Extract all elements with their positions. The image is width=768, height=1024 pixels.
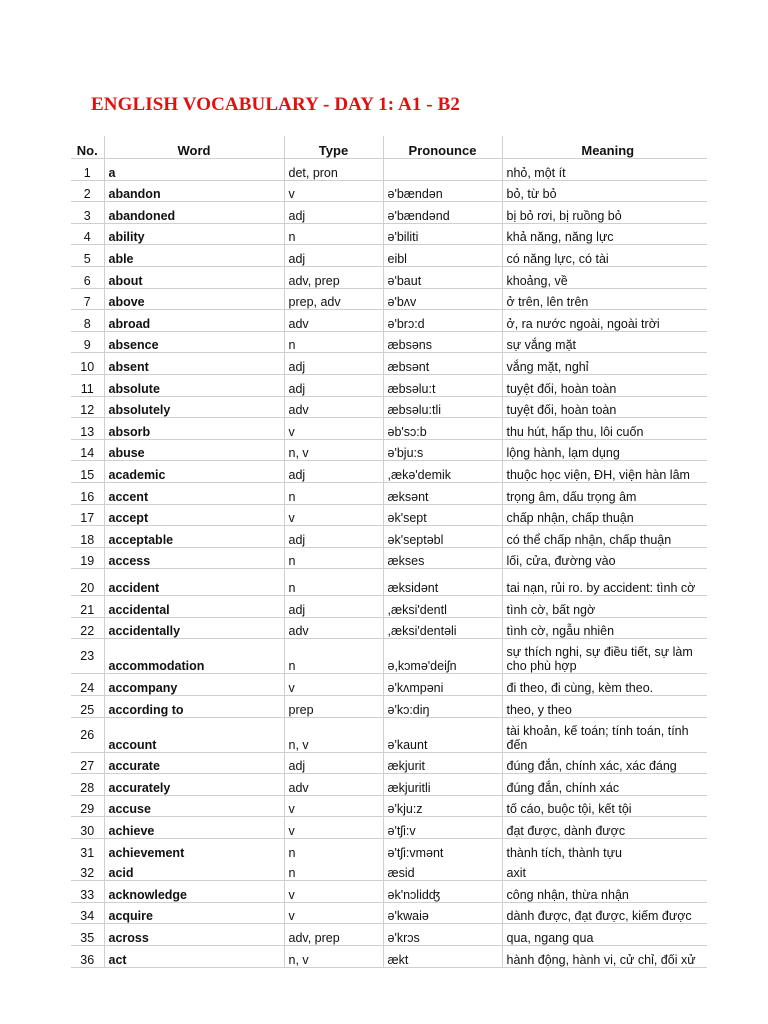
cell-word: accompany [104,674,284,696]
cell-meaning: có thể chấp nhận, chấp thuận [502,526,707,548]
cell-word: abandoned [104,202,284,224]
table-row [71,817,707,839]
cell-word: absolute [104,374,284,396]
cell-type: n [284,569,383,596]
cell-word: about [104,266,284,288]
cell-no: 15 [71,461,104,483]
cell-word: accent [104,482,284,504]
column-header-meaning: Meaning [502,136,707,159]
cell-pronounce: æbsəlu:tli [383,396,502,418]
cell-no: 32 [71,860,104,881]
table-row [71,839,707,860]
cell-type: n [284,639,383,674]
cell-pronounce: ə'kju:z [383,795,502,817]
cell-meaning: lộng hành, lạm dụng [502,439,707,461]
cell-pronounce: əb'sɔ:b [383,418,502,440]
cell-meaning: khả năng, năng lực [502,223,707,245]
cell-meaning: thuộc học viện, ĐH, viện hàn lâm [502,461,707,483]
cell-pronounce: ,æksi'dentl [383,596,502,618]
cell-meaning: ở, ra nước ngoài, ngoài trời [502,310,707,332]
cell-no: 5 [71,245,104,267]
cell-type: n [284,482,383,504]
cell-meaning: tai nạn, rủi ro. by accident: tình cờ [502,569,707,596]
cell-word: ability [104,223,284,245]
cell-pronounce: ə'tʃi:v [383,817,502,839]
cell-no: 36 [71,946,104,968]
cell-meaning: trọng âm, dấu trọng âm [502,482,707,504]
table-row [71,924,707,946]
table-row [71,569,707,596]
cell-word: absorb [104,418,284,440]
cell-word: absence [104,331,284,353]
table-row [71,353,707,375]
cell-word: absolutely [104,396,284,418]
cell-type: adv, prep [284,924,383,946]
table-row [71,860,707,881]
cell-meaning: tình cờ, ngẫu nhiên [502,617,707,639]
cell-word: able [104,245,284,267]
cell-type: adv [284,396,383,418]
cell-type: adj [284,353,383,375]
cell-pronounce: æsid [383,860,502,881]
cell-meaning: tuyệt đối, hoàn toàn [502,374,707,396]
vocabulary-table-container [71,136,707,968]
cell-type: adj [284,461,383,483]
cell-meaning: thành tích, thành tựu [502,839,707,860]
cell-no: 12 [71,396,104,418]
cell-no: 34 [71,902,104,924]
cell-pronounce: ækses [383,547,502,569]
cell-no: 16 [71,482,104,504]
cell-type: v [284,674,383,696]
vocabulary-table [71,136,707,968]
cell-pronounce: eibl [383,245,502,267]
cell-type: v [284,180,383,202]
table-row [71,180,707,202]
cell-word: a [104,159,284,181]
cell-meaning: khoảng, về [502,266,707,288]
table-row [71,596,707,618]
cell-meaning: ở trên, lên trên [502,288,707,310]
cell-meaning: đúng đắn, chính xác [502,774,707,796]
cell-word: act [104,946,284,968]
table-header-row [71,136,707,159]
cell-no: 6 [71,266,104,288]
cell-word: across [104,924,284,946]
cell-pronounce: ə'bændənd [383,202,502,224]
cell-type: n [284,839,383,860]
cell-no: 9 [71,331,104,353]
cell-no: 18 [71,526,104,548]
cell-pronounce: ækt [383,946,502,968]
table-row [71,795,707,817]
cell-no: 7 [71,288,104,310]
cell-type: adv [284,310,383,332]
cell-word: accommodation [104,639,284,674]
cell-pronounce: ə'bændən [383,180,502,202]
table-row [71,617,707,639]
cell-meaning: lối, cửa, đường vào [502,547,707,569]
cell-type: n, v [284,946,383,968]
cell-pronounce: ə'bʌv [383,288,502,310]
table-row [71,504,707,526]
cell-no: 1 [71,159,104,181]
cell-word: abuse [104,439,284,461]
cell-no: 35 [71,924,104,946]
cell-meaning: sự vắng mặt [502,331,707,353]
cell-no: 28 [71,774,104,796]
cell-no: 23 [71,639,104,674]
cell-pronounce: ə'kɔ:diŋ [383,696,502,718]
cell-type: adj [284,596,383,618]
table-row [71,288,707,310]
cell-type: v [284,504,383,526]
table-row [71,418,707,440]
table-body [71,159,707,968]
cell-word: accident [104,569,284,596]
cell-no: 22 [71,617,104,639]
column-header-type: Type [284,136,383,159]
table-row [71,461,707,483]
cell-meaning: đúng đắn, chính xác, xác đáng [502,752,707,774]
cell-word: accidentally [104,617,284,639]
cell-meaning: theo, y theo [502,696,707,718]
cell-no: 10 [71,353,104,375]
column-header-pronounce: Pronounce [383,136,502,159]
table-row [71,902,707,924]
cell-meaning: bỏ, từ bỏ [502,180,707,202]
cell-type: det, pron [284,159,383,181]
table-row [71,881,707,903]
cell-word: achieve [104,817,284,839]
cell-word: account [104,717,284,752]
cell-type: adj [284,374,383,396]
column-header-no: No. [71,136,104,159]
cell-pronounce: ə'tʃi:vmənt [383,839,502,860]
cell-type: v [284,418,383,440]
table-row [71,482,707,504]
cell-no: 2 [71,180,104,202]
cell-pronounce: ə'baut [383,266,502,288]
cell-type: v [284,881,383,903]
cell-pronounce: ə,kɔmə'deiʃn [383,639,502,674]
cell-type: v [284,902,383,924]
cell-word: acknowledge [104,881,284,903]
cell-no: 27 [71,752,104,774]
cell-no: 11 [71,374,104,396]
cell-no: 33 [71,881,104,903]
cell-type: v [284,795,383,817]
table-row [71,266,707,288]
cell-type: adj [284,526,383,548]
cell-word: achievement [104,839,284,860]
cell-no: 8 [71,310,104,332]
table-row [71,547,707,569]
table-row [71,439,707,461]
cell-type: n [284,860,383,881]
table-row [71,946,707,968]
cell-type: n [284,331,383,353]
cell-word: academic [104,461,284,483]
cell-pronounce: ,æksi'dentəli [383,617,502,639]
table-row [71,674,707,696]
cell-word: access [104,547,284,569]
table-row [71,223,707,245]
cell-pronounce: æksənt [383,482,502,504]
cell-word: absent [104,353,284,375]
cell-word: accurate [104,752,284,774]
cell-type: adv, prep [284,266,383,288]
table-row [71,202,707,224]
table-row [71,696,707,718]
cell-pronounce: ə'kwaiə [383,902,502,924]
cell-no: 29 [71,795,104,817]
cell-word: above [104,288,284,310]
table-row [71,310,707,332]
cell-no: 13 [71,418,104,440]
cell-pronounce: ə'krɔs [383,924,502,946]
cell-type: n, v [284,439,383,461]
cell-pronounce [383,159,502,181]
cell-type: n, v [284,717,383,752]
cell-pronounce: æbsəns [383,331,502,353]
cell-pronounce: ,ækə'demik [383,461,502,483]
cell-type: n [284,547,383,569]
cell-meaning: nhỏ, một ít [502,159,707,181]
cell-word: abandon [104,180,284,202]
cell-meaning: hành động, hành vi, cử chỉ, đối xử [502,946,707,968]
cell-word: acquire [104,902,284,924]
cell-pronounce: ə'kʌmpəni [383,674,502,696]
cell-type: adj [284,202,383,224]
cell-word: abroad [104,310,284,332]
cell-no: 20 [71,569,104,596]
cell-meaning: tài khoản, kế toán; tính toán, tính đến [502,717,707,752]
cell-meaning: đi theo, đi cùng, kèm theo. [502,674,707,696]
cell-no: 25 [71,696,104,718]
table-row [71,245,707,267]
cell-pronounce: ə'bju:s [383,439,502,461]
cell-pronounce: æksidənt [383,569,502,596]
cell-meaning: bị bỏ rơi, bị ruồng bỏ [502,202,707,224]
cell-meaning: dành được, đạt được, kiếm được [502,902,707,924]
table-row [71,526,707,548]
table-row [71,774,707,796]
table-row [71,396,707,418]
table-row [71,639,707,674]
cell-type: prep [284,696,383,718]
cell-pronounce: ək'sept [383,504,502,526]
cell-pronounce: æbsənt [383,353,502,375]
table-row [71,374,707,396]
cell-no: 3 [71,202,104,224]
cell-type: adj [284,245,383,267]
cell-word: accept [104,504,284,526]
cell-meaning: thu hút, hấp thu, lôi cuốn [502,418,707,440]
cell-meaning: chấp nhận, chấp thuận [502,504,707,526]
cell-meaning: tình cờ, bất ngờ [502,596,707,618]
cell-type: adv [284,774,383,796]
table-row [71,752,707,774]
cell-word: accuse [104,795,284,817]
cell-meaning: tố cáo, buộc tội, kết tội [502,795,707,817]
cell-no: 31 [80,845,95,860]
column-header-word: Word [104,136,284,159]
cell-meaning: vắng mặt, nghỉ [502,353,707,375]
cell-meaning: công nhận, thừa nhận [502,881,707,903]
cell-pronounce: æbsəlu:t [383,374,502,396]
cell-pronounce: ək'nɔlidʤ [383,881,502,903]
cell-no: 21 [71,596,104,618]
cell-word: accidental [104,596,284,618]
cell-pronounce: ə'kaunt [383,717,502,752]
cell-word: accurately [104,774,284,796]
cell-word: according to [104,696,284,718]
cell-type: adj [284,752,383,774]
cell-no: 14 [71,439,104,461]
cell-no: 30 [71,817,104,839]
table-row [71,159,707,181]
cell-no: 19 [71,547,104,569]
cell-type: v [284,817,383,839]
cell-word: acid [104,860,284,881]
document-title: ENGLISH VOCABULARY - DAY 1: A1 - B2 [91,94,460,115]
cell-no: 4 [71,223,104,245]
cell-meaning: có năng lực, có tài [502,245,707,267]
cell-pronounce: ək'septəbl [383,526,502,548]
table-row [71,717,707,752]
cell-meaning: axit [502,860,707,881]
cell-no: 17 [71,504,104,526]
cell-pronounce: ə'brɔ:d [383,310,502,332]
cell-meaning: qua, ngang qua [502,924,707,946]
cell-no: 26 [71,717,104,752]
cell-meaning: đạt được, dành được [502,817,707,839]
cell-meaning: tuyệt đối, hoàn toàn [502,396,707,418]
cell-pronounce: ækjurit [383,752,502,774]
cell-word: acceptable [104,526,284,548]
cell-type: prep, adv [284,288,383,310]
cell-pronounce: ə'biliti [383,223,502,245]
cell-meaning: sự thích nghi, sự điều tiết, sự làm cho phù hợp [502,639,707,674]
cell-type: adv [284,617,383,639]
cell-type: n [284,223,383,245]
table-row [71,331,707,353]
cell-no: 24 [71,674,104,696]
cell-pronounce: ækjuritli [383,774,502,796]
